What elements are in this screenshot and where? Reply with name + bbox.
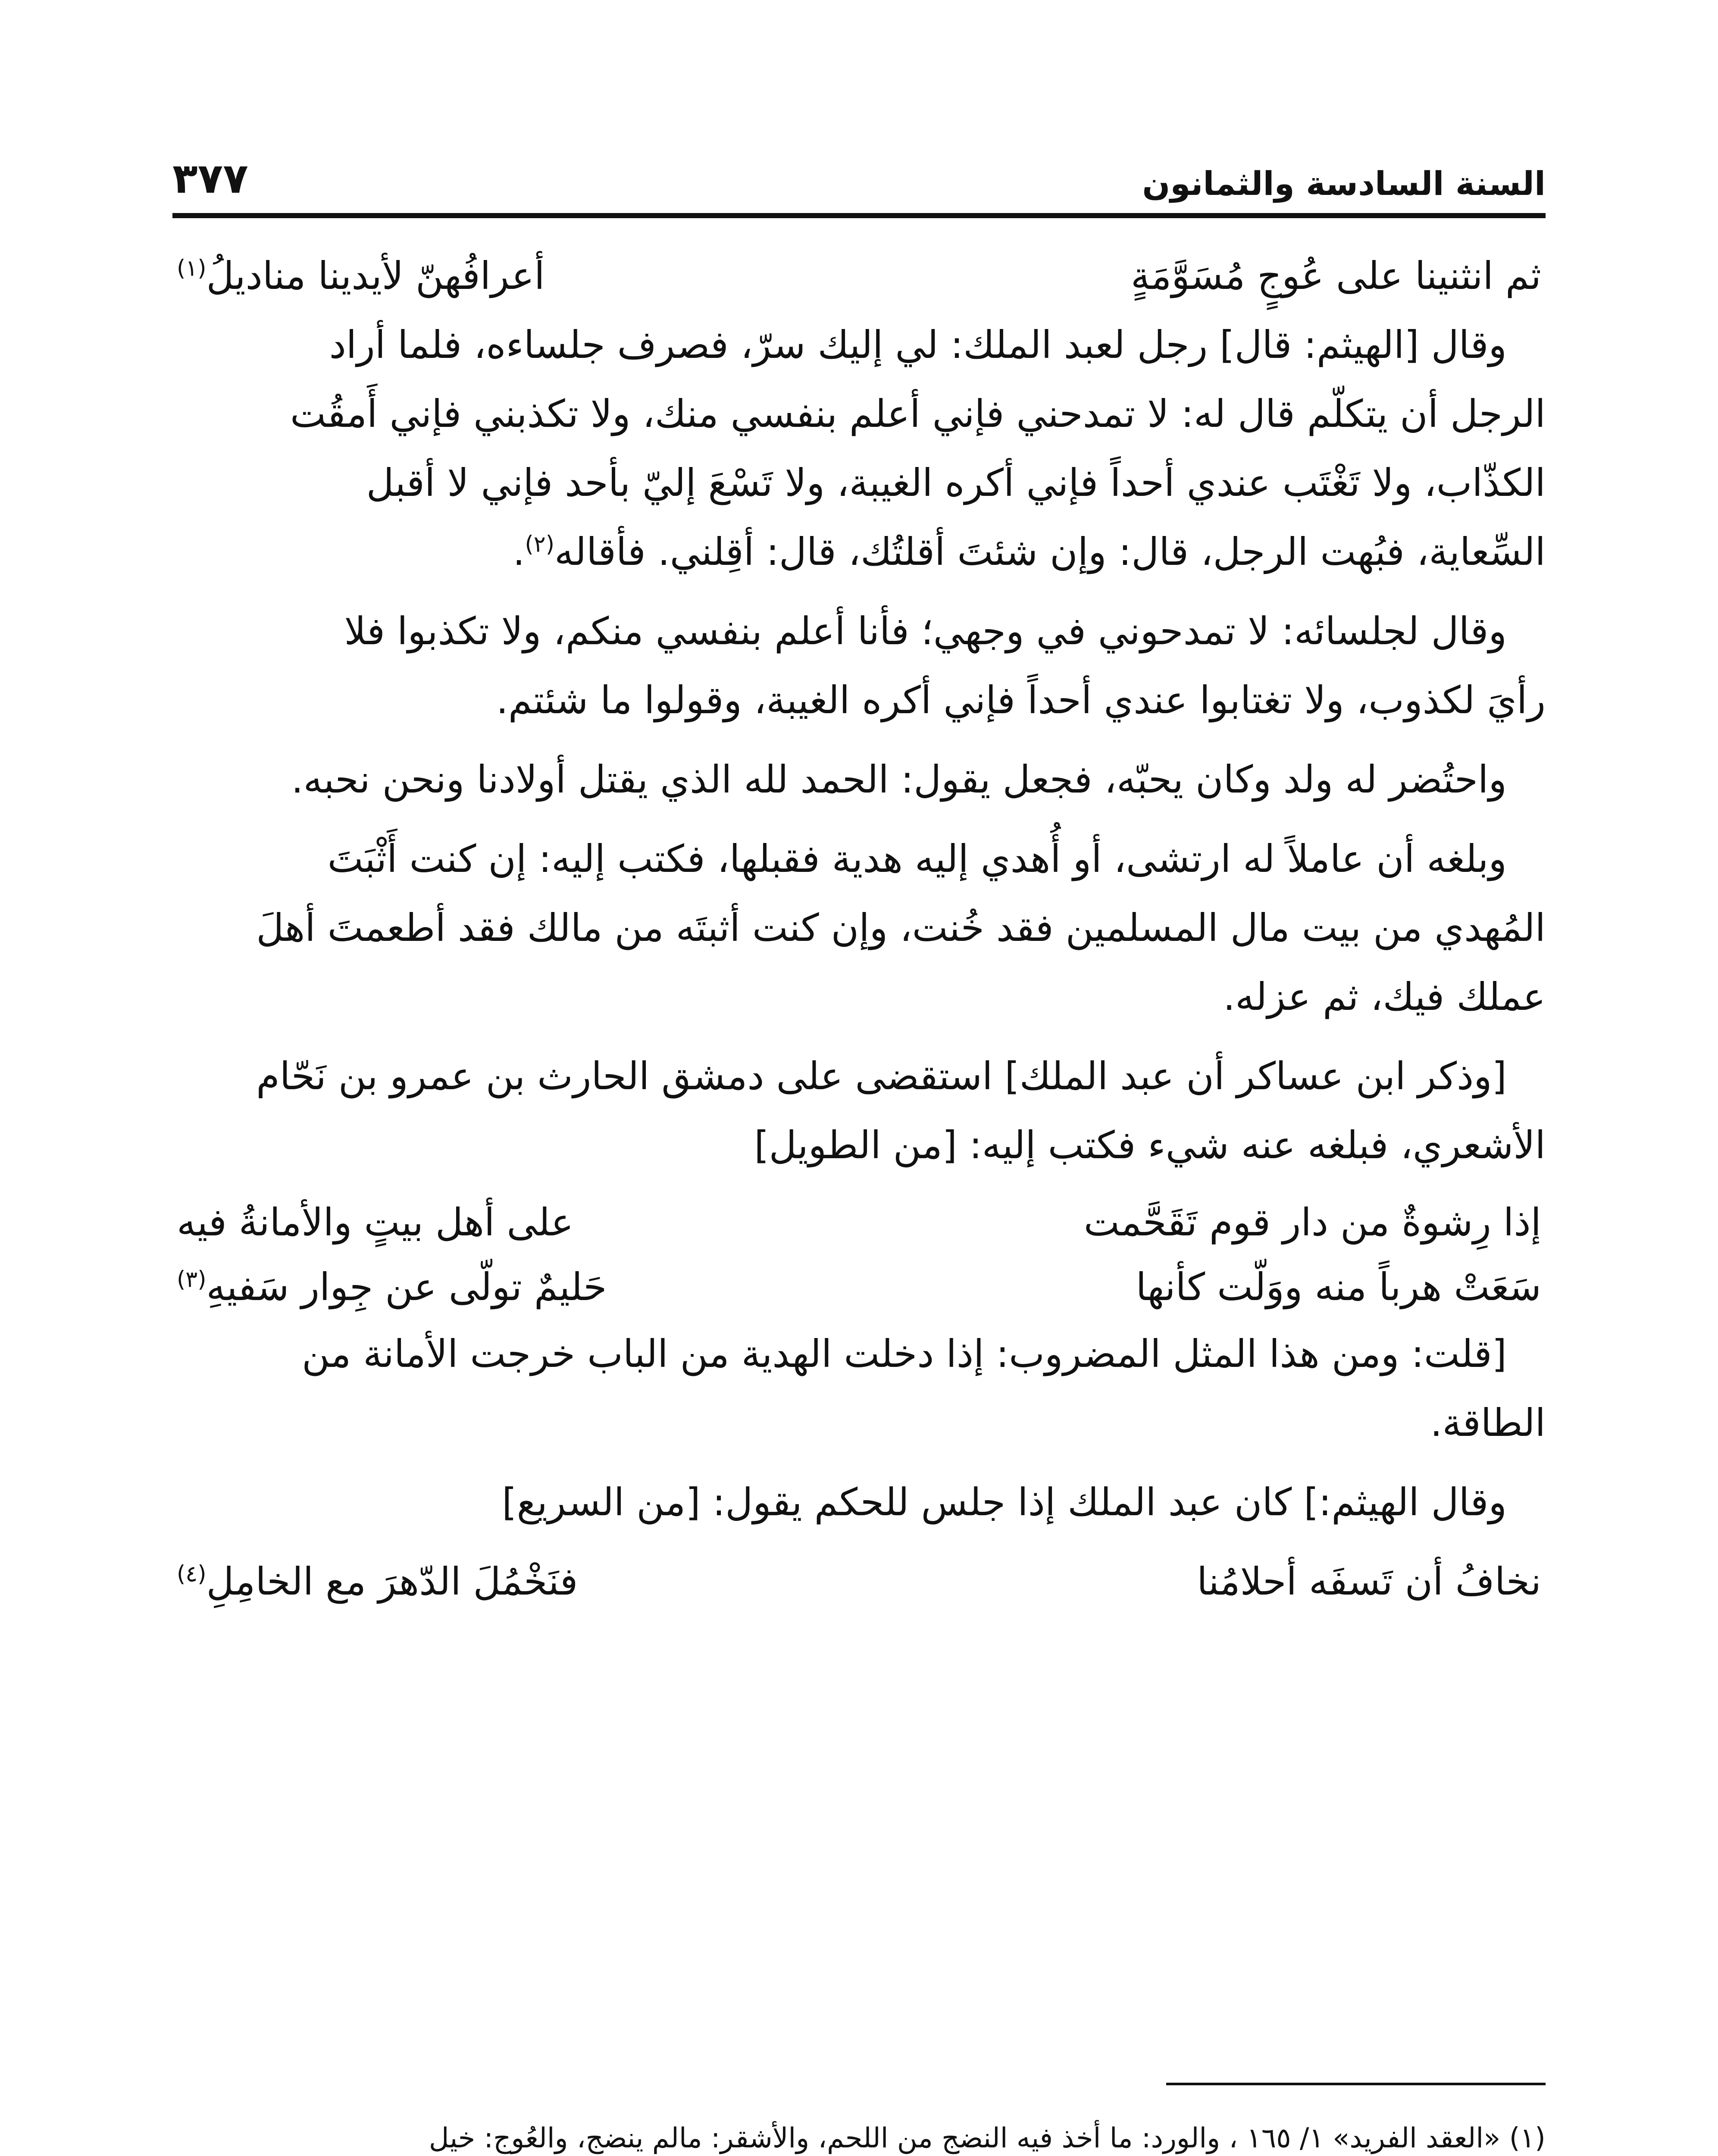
paragraph bbox=[172, 1319, 1546, 1457]
verse-second-hemistich: فنَخْمُلَ الدّهرَ مع الخامِلِ$^{(٤)}$ bbox=[177, 1559, 578, 1604]
verse-second-hemistich: أعرافُهنّ لأيدينا مناديلُ$^{(١)}$ bbox=[177, 254, 545, 298]
page-number: ٣٧٧ bbox=[172, 154, 248, 203]
footnote-marker: (٣) bbox=[177, 1266, 207, 1293]
footnote-separator bbox=[1166, 2083, 1546, 2085]
verse-line bbox=[172, 1255, 1546, 1319]
paragraph-line: عملك فيك، ثم عزله. bbox=[1223, 975, 1546, 1019]
paragraph-line: [وذكر ابن عساكر أن عبد الملك] استقضى على دمشق الحارث بن عمرو بن نَحّام bbox=[256, 1054, 1507, 1098]
verse-first-hemistich: سَعَتْ هرباً منه ووَلّت كأنها bbox=[1136, 1265, 1541, 1309]
paragraph-line: السِّعاية، فبُهت الرجل، قال: وإن شئتَ أقلتُك، قال: أقِلني. فأقاله$^{(٢)}$. bbox=[513, 530, 1546, 574]
footnote-marker: (٢) bbox=[525, 531, 555, 558]
verse-first-hemistich: إذا رِشوةٌ من دار قوم تَقَحَّمت bbox=[1083, 1200, 1541, 1244]
paragraph-line: واحتُضر له ولد وكان يحبّه، فجعل يقول: الحمد لله الذي يقتل أولادنا ونحن نحبه. bbox=[291, 757, 1507, 802]
paragraph-line: وقال [الهيثم: قال] رجل لعبد الملك: لي إليك سرّ، فصرف جلساءه، فلما أراد bbox=[329, 323, 1507, 367]
paragraph bbox=[172, 310, 1546, 586]
paragraph bbox=[172, 1042, 1546, 1180]
footnote-marker: (٤) bbox=[177, 1561, 207, 1587]
paragraph-line: الكذّاب، ولا تَغْتَب عندي أحداً فإني أكره الغيبة، ولا تَسْعَ إليّ بأحد فإني لا أقبل bbox=[366, 461, 1546, 505]
paragraph bbox=[172, 824, 1546, 1031]
verse-second-hemistich: على أهل بيتٍ والأمانةُ فيه bbox=[177, 1200, 574, 1244]
verse-first-hemistich: ثم انثنينا على عُوجٍ مُسَوَّمَةٍ bbox=[1130, 254, 1541, 298]
main-text bbox=[172, 241, 1546, 1616]
paragraph-line: وقال لجلسائه: لا تمدحوني في وجهي؛ فأنا أعلم بنفسي منكم، ولا تكذبوا فلا bbox=[344, 609, 1507, 653]
paragraph-line: وقال الهيثم:] كان عبد الملك إذا جلس للحكم يقول: [من السريع] bbox=[502, 1480, 1507, 1524]
paragraph-line: المُهدي من بيت مال المسلمين فقد خُنت، وإن كنت أثبتَه من مالك فقد أطعمتَ أهلَ bbox=[256, 906, 1546, 950]
footnote: (١) «العقد الفريد» ١/ ١٦٥ ، والورد: ما أخذ فيه النضج من اللحم، والأشقر: مالم ينضج، والعُوج: خيل bbox=[429, 2122, 1546, 2154]
running-title: السنة السادسة والثمانون bbox=[1142, 164, 1546, 203]
footnotes bbox=[172, 2113, 1546, 2156]
paragraph bbox=[172, 1468, 1546, 1537]
page-header bbox=[172, 116, 1546, 218]
paragraph-line: الرجل أن يتكلّم قال له: لا تمدحني فإني أعلم بنفسي منك، ولا تكذبني فإني أَمقُت bbox=[290, 392, 1546, 436]
verse-line bbox=[172, 241, 1546, 310]
paragraph-line: وبلغه أن عاملاً له ارتشى، أو أُهدي إليه هدية فقبلها، فكتب إليه: إن كنت أَثْبَتَ bbox=[327, 837, 1507, 881]
verse-line bbox=[172, 1190, 1546, 1255]
paragraph bbox=[172, 597, 1546, 735]
footnote-marker: (١) bbox=[177, 255, 207, 282]
paragraph-line: [قلت: ومن هذا المثل المضروب: إذا دخلت الهدية من الباب خرجت الأمانة من bbox=[302, 1332, 1507, 1376]
verse-second-hemistich: حَليمٌ تولّى عن جِوار سَفيهِ$^{(٣)}$ bbox=[177, 1265, 607, 1309]
paragraph-line: الطاقة. bbox=[1430, 1401, 1546, 1445]
paragraph bbox=[172, 745, 1546, 814]
verse-first-hemistich: نخافُ أن تَسفَه أحلامُنا bbox=[1197, 1559, 1541, 1604]
paragraph-line: الأشعري، فبلغه عنه شيء فكتب إليه: [من الطويل] bbox=[754, 1123, 1546, 1167]
verse-line bbox=[172, 1547, 1546, 1616]
paragraph-line: رأيَ لكذوب، ولا تغتابوا عندي أحداً فإني أكره الغيبة، وقولوا ما شئتم. bbox=[496, 678, 1546, 722]
